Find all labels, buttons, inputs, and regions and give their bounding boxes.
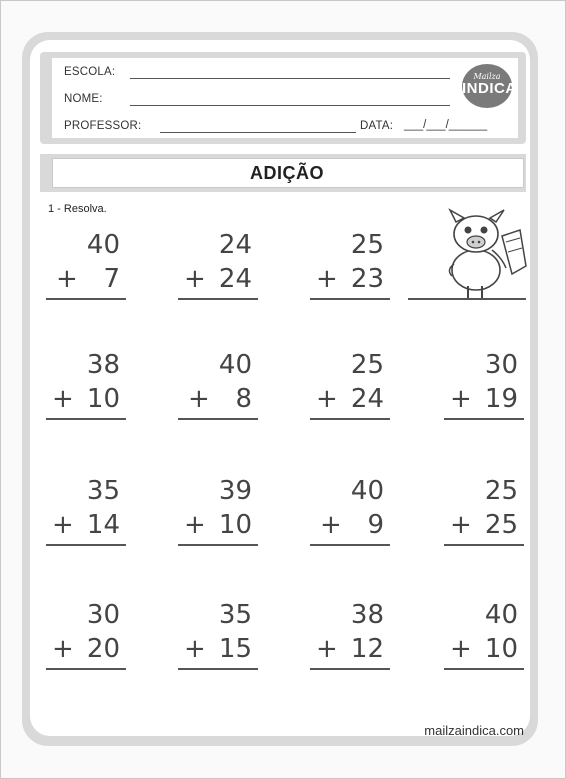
answer-line[interactable] xyxy=(46,418,126,420)
addend-bottom: 20 xyxy=(86,634,120,664)
answer-line[interactable] xyxy=(178,418,258,420)
plus-sign: + xyxy=(320,510,342,540)
date-label: DATA: xyxy=(360,120,394,132)
answer-line[interactable] xyxy=(178,668,258,670)
plus-sign: + xyxy=(316,634,338,664)
addend-bottom: 8 xyxy=(227,384,252,414)
addition-problem xyxy=(310,230,390,300)
answer-line[interactable] xyxy=(178,544,258,546)
plus-sign: + xyxy=(184,264,206,294)
addend-bottom: 25 xyxy=(484,510,518,540)
pig-student-illustration xyxy=(436,208,528,304)
footer-url: mailzaindica.com xyxy=(424,723,524,738)
addend-top: 25 xyxy=(484,476,518,506)
plus-sign: + xyxy=(184,634,206,664)
addend-top: 25 xyxy=(350,230,384,260)
answer-line[interactable] xyxy=(444,668,524,670)
answer-line[interactable] xyxy=(46,668,126,670)
addend-bottom: 24 xyxy=(218,264,252,294)
plus-sign: + xyxy=(56,264,78,294)
addend-top: 39 xyxy=(218,476,252,506)
addend-top: 30 xyxy=(484,350,518,380)
answer-line[interactable] xyxy=(178,298,258,300)
addition-problem xyxy=(310,476,390,546)
addend-top: 35 xyxy=(86,476,120,506)
addend-top: 25 xyxy=(350,350,384,380)
addition-problem xyxy=(444,350,524,420)
answer-line[interactable] xyxy=(46,298,126,300)
date-field[interactable]: ___/___/______ xyxy=(404,119,488,131)
logo-main-text: INDICA xyxy=(462,80,517,97)
addition-problem xyxy=(444,600,524,670)
plus-sign: + xyxy=(52,634,74,664)
plus-sign: + xyxy=(52,510,74,540)
name-label: NOME: xyxy=(64,93,103,105)
page-title: ADIÇÃO xyxy=(250,163,324,183)
name-field[interactable] xyxy=(130,105,450,106)
plus-sign: + xyxy=(450,634,472,664)
plus-sign: + xyxy=(316,264,338,294)
school-field[interactable] xyxy=(130,78,450,79)
answer-line[interactable] xyxy=(310,668,390,670)
plus-sign: + xyxy=(52,384,74,414)
addition-problem xyxy=(46,230,126,300)
addend-top: 35 xyxy=(218,600,252,630)
addition-problem xyxy=(310,600,390,670)
logo-top-text: Mailza xyxy=(473,72,501,81)
addend-top: 24 xyxy=(218,230,252,260)
teacher-label: PROFESSOR: xyxy=(64,120,142,132)
plus-sign: + xyxy=(316,384,338,414)
addend-bottom: 24 xyxy=(350,384,384,414)
plus-sign: + xyxy=(188,384,210,414)
addend-top: 40 xyxy=(350,476,384,506)
addend-bottom: 12 xyxy=(350,634,384,664)
answer-line[interactable] xyxy=(46,544,126,546)
addend-bottom: 15 xyxy=(218,634,252,664)
addend-bottom: 7 xyxy=(95,264,120,294)
ground-line xyxy=(408,298,526,300)
addition-problem xyxy=(178,476,258,546)
addend-bottom: 10 xyxy=(86,384,120,414)
addition-problem xyxy=(178,230,258,300)
addend-bottom: 10 xyxy=(484,634,518,664)
addition-problem xyxy=(178,600,258,670)
answer-line[interactable] xyxy=(444,544,524,546)
addend-bottom: 10 xyxy=(218,510,252,540)
answer-line[interactable] xyxy=(310,544,390,546)
addition-problem xyxy=(310,350,390,420)
addend-top: 40 xyxy=(218,350,252,380)
addend-bottom: 19 xyxy=(484,384,518,414)
addend-top: 40 xyxy=(484,600,518,630)
addend-bottom: 14 xyxy=(86,510,120,540)
addition-problem xyxy=(178,350,258,420)
addition-problem xyxy=(46,350,126,420)
addition-problem xyxy=(444,476,524,546)
brand-logo xyxy=(462,64,517,108)
addend-bottom: 23 xyxy=(350,264,384,294)
addend-top: 30 xyxy=(86,600,120,630)
addend-top: 38 xyxy=(350,600,384,630)
plus-sign: + xyxy=(184,510,206,540)
addition-problem xyxy=(46,600,126,670)
answer-line[interactable] xyxy=(444,418,524,420)
addition-problem xyxy=(46,476,126,546)
instruction-text: 1 - Resolva. xyxy=(48,203,107,215)
addend-top: 40 xyxy=(86,230,120,260)
addend-top: 38 xyxy=(86,350,120,380)
plus-sign: + xyxy=(450,510,472,540)
plus-sign: + xyxy=(450,384,472,414)
school-label: ESCOLA: xyxy=(64,66,116,78)
answer-line[interactable] xyxy=(310,418,390,420)
teacher-field[interactable] xyxy=(160,132,356,133)
answer-line[interactable] xyxy=(310,298,390,300)
addend-bottom: 9 xyxy=(359,510,384,540)
